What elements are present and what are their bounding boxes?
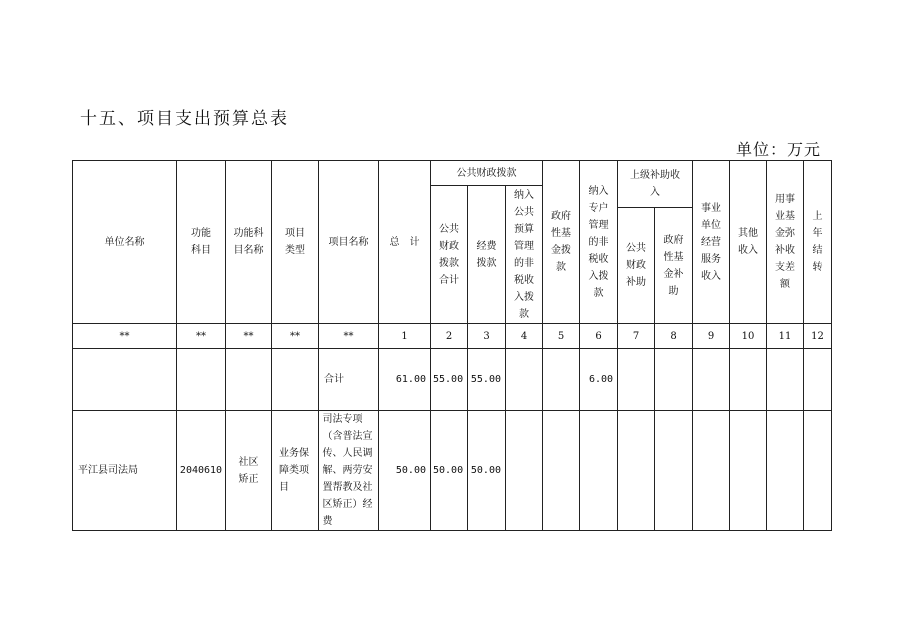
header-expense-allocation: 经费拨款 bbox=[468, 186, 506, 324]
index-cell: 12 bbox=[804, 324, 832, 349]
header-nontax-in-budget: 纳入公共预算管理的非税收入拨款 bbox=[506, 186, 543, 324]
header-public-fiscal: 公共财政拨款 bbox=[431, 161, 543, 186]
row-cell-empty bbox=[618, 411, 655, 531]
total-special-nontax: 6.00 bbox=[580, 349, 618, 411]
index-cell: ** bbox=[177, 324, 226, 349]
row-cell-empty bbox=[543, 411, 580, 531]
header-total: 总 计 bbox=[379, 161, 431, 324]
index-row bbox=[73, 324, 832, 349]
index-cell: 2 bbox=[431, 324, 468, 349]
index-cell: ** bbox=[272, 324, 319, 349]
header-project-type: 项目类型 bbox=[272, 161, 319, 324]
total-public-fiscal: 55.00 bbox=[431, 349, 468, 411]
budget-table bbox=[72, 160, 832, 531]
page-title: 十五、项目支出预算总表 bbox=[80, 109, 289, 129]
index-cell: 3 bbox=[468, 324, 506, 349]
header-func-code: 功能科目 bbox=[177, 161, 226, 324]
header-public-fiscal-subsidy: 公共财政补助 bbox=[618, 208, 655, 324]
total-cell-empty bbox=[272, 349, 319, 411]
total-cell-empty bbox=[226, 349, 272, 411]
row-project-type: 业务保障类项目 bbox=[272, 411, 319, 531]
total-cell-empty bbox=[730, 349, 767, 411]
header-unit-name: 单位名称 bbox=[73, 161, 177, 324]
index-cell: 1 bbox=[379, 324, 431, 349]
row-public-fiscal: 50.00 bbox=[431, 411, 468, 531]
row-unit-name: 平江县司法局 bbox=[73, 411, 177, 531]
total-cell-empty bbox=[543, 349, 580, 411]
header-gov-fund-subsidy: 政府性基金补助 bbox=[655, 208, 693, 324]
header-project-name: 项目名称 bbox=[319, 161, 379, 324]
header-gov-fund: 政府性基金拨款 bbox=[543, 161, 580, 324]
index-cell: ** bbox=[73, 324, 177, 349]
index-cell: 10 bbox=[730, 324, 767, 349]
index-cell: 8 bbox=[655, 324, 693, 349]
total-cell-empty bbox=[73, 349, 177, 411]
row-cell-empty bbox=[767, 411, 804, 531]
index-cell: 11 bbox=[767, 324, 804, 349]
total-cell-empty bbox=[177, 349, 226, 411]
index-cell: ** bbox=[226, 324, 272, 349]
index-cell: 5 bbox=[543, 324, 580, 349]
row-project-name: 司法专项（含普法宣传、人民调解、两劳安置帮教及社区矫正）经费 bbox=[319, 411, 379, 531]
index-cell: 6 bbox=[580, 324, 618, 349]
index-cell: 7 bbox=[618, 324, 655, 349]
total-cell-empty bbox=[618, 349, 655, 411]
header-row-1 bbox=[73, 161, 832, 186]
header-other-income: 其他收入 bbox=[730, 161, 767, 324]
row-expense-allocation: 50.00 bbox=[468, 411, 506, 531]
row-cell-empty bbox=[655, 411, 693, 531]
header-public-fiscal-total: 公共财政拨款合计 bbox=[431, 186, 468, 324]
index-cell: ** bbox=[319, 324, 379, 349]
row-func-code: 2040610 bbox=[177, 411, 226, 531]
header-carryover: 上年结转 bbox=[804, 161, 832, 324]
row-cell-empty bbox=[580, 411, 618, 531]
total-cell-empty bbox=[655, 349, 693, 411]
total-cell-empty bbox=[506, 349, 543, 411]
unit-label: 单位：万元 bbox=[735, 140, 821, 159]
header-fund-balance: 用事业基金弥补收支差额 bbox=[767, 161, 804, 324]
header-func-name: 功能科目名称 bbox=[226, 161, 272, 324]
header-business-income: 事业单位经营服务收入 bbox=[693, 161, 730, 324]
row-cell-empty bbox=[804, 411, 832, 531]
total-cell-empty bbox=[804, 349, 832, 411]
index-cell: 4 bbox=[506, 324, 543, 349]
row-cell-empty bbox=[730, 411, 767, 531]
total-amount: 61.00 bbox=[379, 349, 431, 411]
row-total: 50.00 bbox=[379, 411, 431, 531]
index-cell: 9 bbox=[693, 324, 730, 349]
total-cell-empty bbox=[693, 349, 730, 411]
header-upper-subsidy: 上级补助收入 bbox=[618, 161, 693, 208]
row-cell-empty bbox=[693, 411, 730, 531]
total-label: 合计 bbox=[319, 349, 379, 411]
header-special-nontax: 纳入专户管理的非税收入拨款 bbox=[580, 161, 618, 324]
table-row bbox=[73, 411, 832, 531]
row-cell-empty bbox=[506, 411, 543, 531]
total-cell-empty bbox=[767, 349, 804, 411]
row-func-name: 社区矫正 bbox=[226, 411, 272, 531]
total-expense-allocation: 55.00 bbox=[468, 349, 506, 411]
total-row bbox=[73, 349, 832, 411]
